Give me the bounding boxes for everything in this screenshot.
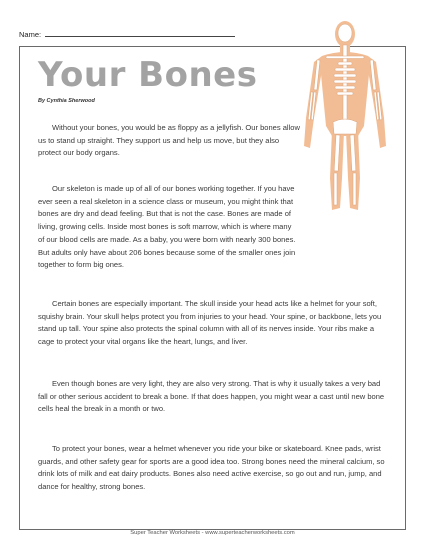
name-field bbox=[19, 29, 235, 39]
byline: By Cynthia Sherwood bbox=[38, 98, 95, 104]
paragraph-5: To protect your bones, wear a helmet whenever you ride your bike or skateboard. Knee pads, wrist guards, and other safety gear for sports are a good idea too. Strong bones need the mineral calcium, so drink lots of milk and eat dairy products. Bones also need active exercise, so go out and run, jump, and dance for healthy, strong bones. bbox=[38, 444, 385, 492]
name-blank-line[interactable] bbox=[45, 29, 235, 37]
skeleton-bones bbox=[308, 24, 382, 205]
skeleton-illustration bbox=[300, 18, 390, 218]
paragraph-3: Certain bones are especially important. The skull inside your head acts like a helmet for your soft, squishy brain. Your skull helps protect you from injuries to your head. Your spine, or backbone, lets you stand up tall. Your spine also protects the spinal column with all of its nerves inside. Your ribs make a cage to protect your vital organs like the heart, lungs, and liver. bbox=[38, 299, 382, 347]
footer: Super Teacher Worksheets - www.superteacherworksheets.com bbox=[130, 530, 295, 536]
name-label: Name: bbox=[19, 30, 42, 39]
page-title: Your Bones bbox=[38, 55, 258, 95]
paragraph-4: Even though bones are very light, they are also very strong. That is why it usually takes a very bad fall or other serious accident to break a bone. If that does happen, you might wear a cast until new bone cells heal the break in a month or two. bbox=[38, 379, 385, 414]
paragraph-1: Without your bones, you would be as floppy as a jellyfish. Our bones allow us to stand up straight. They support us and help us move, but they also protect our body organs. bbox=[38, 123, 300, 158]
paragraph-2: Our skeleton is made up of all of our bones working together. If you have ever seen a real skeleton in a science class or museum, you might think that bones are dry and dead feeling. But that is not the case. Bones are made of living, growing cells. Inside most bones is soft marrow, which is where many of our blood cells are made. As a baby, you were born with nearly 300 bones. But adults only have about 206 bones because some of the smaller ones join together to form big ones. bbox=[38, 184, 296, 270]
